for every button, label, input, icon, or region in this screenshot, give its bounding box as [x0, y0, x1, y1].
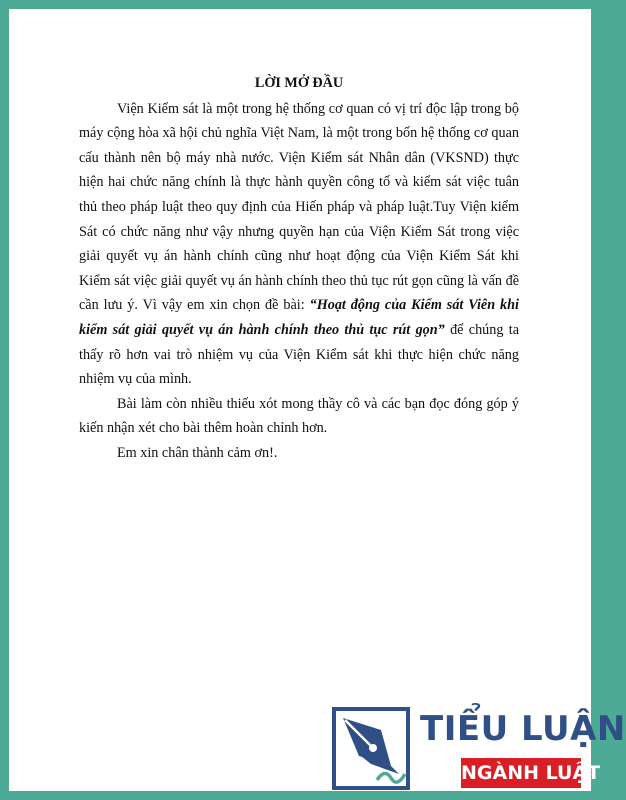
document-title: LỜI MỞ ĐẦU	[254, 75, 344, 91]
topic-title: “Hoạt động của Kiểm sát Viên khi kiểm sát giải quyết vụ án hành chính theo thủ tục rút gọn”	[79, 297, 519, 338]
paragraph-intro-text: Viện Kiểm sát là một trong hệ thống cơ quan có vị trí độc lập trong bộ máy cộng hòa xã hội chủ nghĩa Việt Nam, là một trong bốn hệ thống cơ quan cấu thành nên bộ máy nhà nước. Viện Kiểm sát Nhân dân (VKSND) thực hiện hai chức năng chính là thực hành quyền công tố và kiểm sát việc tuân thủ theo pháp luật theo quy định của Hiến pháp và pháp luật.Tuy Viện kiểm Sát có chức năng như vậy nhưng quyền hạn của Viện Kiểm Sát trong việc giải quyết vụ án hành chính cũng như hoạt động của Viện Kiểm Sát khi Kiểm sát việc giải quyết vụ án hành chính theo thủ tục rút gọn cũng là vấn đề cần lưu ý. Vì vậy em xin chọn đề bài:	[79, 100, 519, 314]
paragraph-intro	[79, 97, 519, 392]
fountain-pen-nib-icon	[331, 706, 411, 791]
logo-title: TIỂU LUẬN	[420, 709, 626, 749]
tieu-luan-logo	[331, 706, 626, 791]
document-page	[9, 9, 626, 791]
paragraph-request: Bài làm còn nhiều thiếu xót mong thầy cô và các bạn đọc đóng góp ý kiến nhận xét cho bài thêm hoàn chỉnh hơn.	[79, 395, 519, 437]
document-body	[79, 71, 519, 466]
logo-subtitle: NGÀNH LUẬT	[461, 758, 581, 788]
paragraph-thanks: Em xin chân thành cảm ơn!.	[117, 444, 278, 461]
paragraph-intro-end: để chúng ta thấy rõ hơn vai trò nhiệm vụ của Viện Kiểm sát khi thực hiện chức năng nhiệm vụ của mình.	[79, 321, 519, 388]
